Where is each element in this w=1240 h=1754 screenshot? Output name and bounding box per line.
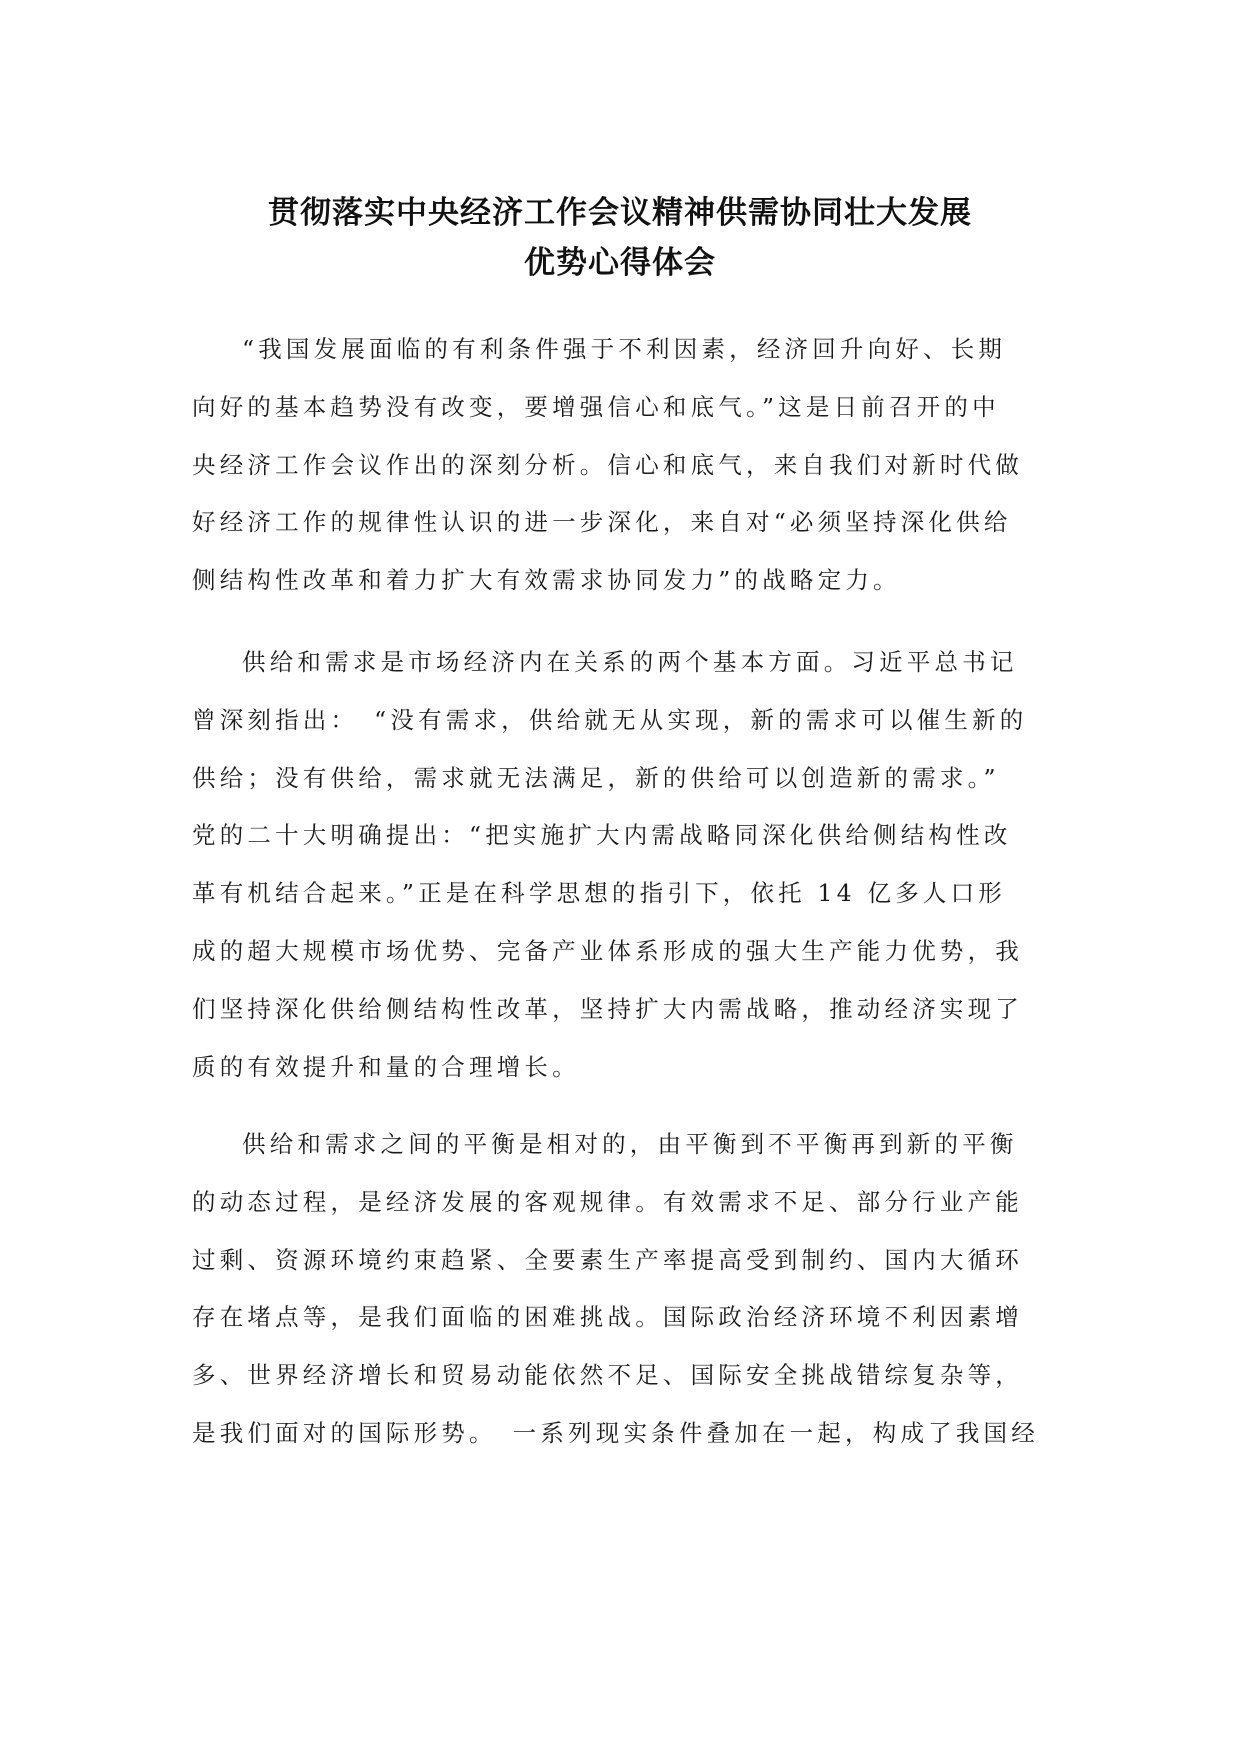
paragraph-3 bbox=[192, 1116, 1072, 1463]
paragraph-line: 多、世界经济增长和贸易动能依然不足、国际安全挑战错综复杂等， bbox=[192, 1361, 1023, 1390]
paragraph-1 bbox=[192, 321, 1072, 610]
paragraph-line: 央经济工作会议作出的深刻分析。信心和底气，来自我们对新时代做 bbox=[192, 450, 1023, 479]
paragraph-2 bbox=[192, 634, 1072, 1096]
paragraph-line: 向好的基本趋势没有改变，要增强信心和底气。”这是日前召开的中 bbox=[192, 392, 1000, 421]
paragraph-line: 质的有效提升和量的合理增长。 bbox=[192, 1052, 580, 1081]
paragraph-line: 供给和需求是市场经济内在关系的两个基本方面。习近平总书记 bbox=[242, 648, 1018, 676]
paragraph-line: 党的二十大明确提出：“把实施扩大内需战略同深化供给侧结构性改 bbox=[192, 821, 1012, 850]
document-title bbox=[150, 188, 1090, 288]
paragraph-line: 好经济工作的规律性认识的进一步深化，来自对“必须坚持深化供给 bbox=[192, 508, 1012, 537]
paragraph-line: “我国发展面临的有利条件强于不利因素，经济回升向好、长期 bbox=[242, 335, 1007, 363]
paragraph-line: 侧结构性改革和着力扩大有效需求协同发力”的战略定力。 bbox=[192, 566, 901, 595]
title-line-1: 贯彻落实中央经济工作会议精神供需协同壮大发展 bbox=[268, 195, 972, 231]
paragraph-line: 是我们面对的国际形势。 一系列现实条件叠加在一起，构成了我国经 bbox=[192, 1418, 1039, 1447]
paragraph-line: 们坚持深化供给侧结构性改革，坚持扩大内需战略，推动经济实现了 bbox=[192, 994, 1023, 1023]
paragraph-line: 成的超大规模市场优势、完备产业体系形成的强大生产能力优势，我 bbox=[192, 936, 1023, 965]
title-line-2: 优势心得体会 bbox=[524, 245, 716, 281]
paragraph-line: 过剩、资源环境约束趋紧、全要素生产率提高受到制约、国内大循环 bbox=[192, 1245, 1023, 1274]
paragraph-line: 曾深刻指出： “没有需求，供给就无从实现，新的需求可以催生新的 bbox=[192, 705, 1028, 734]
paragraph-line: 供给和需求之间的平衡是相对的，由平衡到不平衡再到新的平衡 bbox=[242, 1130, 1018, 1158]
paragraph-line: 革有机结合起来。”正是在科学思想的指引下，依托 14 亿多人口形 bbox=[192, 879, 1007, 908]
paragraph-line: 供给；没有供给，需求就无法满足，新的供给可以创造新的需求。” bbox=[192, 763, 1000, 792]
paragraph-line: 存在堵点等，是我们面临的困难挑战。国际政治经济环境不利因素增 bbox=[192, 1303, 1023, 1332]
paragraph-line: 的动态过程，是经济发展的客观规律。有效需求不足、部分行业产能 bbox=[192, 1187, 1023, 1216]
